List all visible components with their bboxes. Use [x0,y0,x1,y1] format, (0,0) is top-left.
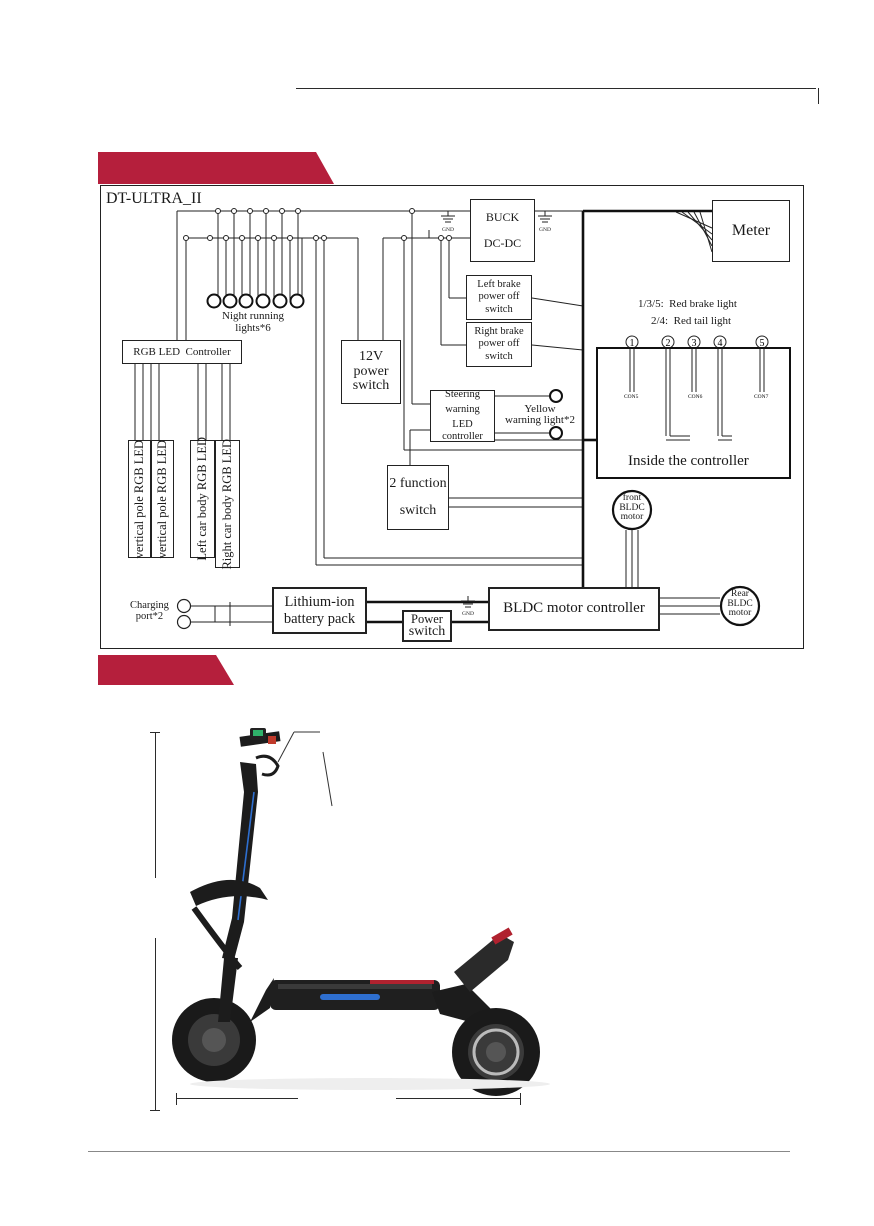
meter-label: Meter [731,221,771,239]
callout-lines [278,732,332,806]
brake-light-note: 1/3/5: Red brake light [638,298,737,310]
yellow-line-1: Yellow [524,403,556,415]
gnd-label-1: GND [442,227,454,233]
rgb-strip-1-label: vertical pole RGB LED [132,439,147,559]
rgb-strip-1 [128,440,151,558]
steering-warning-controller [430,390,495,442]
front-motor-label [613,494,651,523]
pin-2: 2 [665,338,671,349]
scooter-deck [250,978,440,1022]
bldc-motor-controller [488,587,660,631]
dcdc-label: DC-DC [483,235,522,250]
power-switch-line-2: switch [408,624,446,640]
rear-motor-line-3: motor [728,608,752,618]
two-function-switch [387,465,449,530]
battery-line-1: Lithium-ion [284,593,355,610]
yellow-warning-label [505,404,575,426]
right-brake-switch [466,322,532,367]
steering-line-3: LED controller [442,419,483,443]
con7-label: CON7 [754,394,769,400]
power-switch-line-1: Power [411,611,443,626]
height-dim-tick-bottom [150,1110,160,1111]
charging-port-label [130,600,169,622]
night-lights-line-1: Night running [222,310,285,322]
rgb-strip-4-label: Right car body RGB LED [220,438,235,570]
rear-motor-line-1: Rear [731,589,749,599]
con5-label: CON5 [624,394,639,400]
night-lights-line-2: lights*6 [235,321,271,334]
rgb-strip-2-label: vertical pole RGB LED [155,439,170,559]
gnd-label-3: GND [462,611,474,617]
rgb-strip-3-label: Left car body RGB LED [195,437,210,561]
battery-pack [272,587,367,634]
front-wheel [172,880,268,1082]
diagram-title: DT-ULTRA_II [106,190,202,207]
rgb-strip-4 [215,440,240,568]
rgb-led-controller [122,340,242,364]
power-12v-line-3: switch [352,378,390,394]
battery-line-2: battery pack [283,610,356,627]
left-brake-line-1: Left brake [477,279,521,291]
rgb-strip-3 [190,437,215,561]
left-brake-line-2: power off [478,291,520,303]
inside-controller-label: Inside the controller [628,453,749,469]
height-dim-gap [150,878,162,938]
pin-4: 4 [717,338,723,349]
gnd-label-2: GND [539,227,551,233]
main-power-switch [402,610,452,642]
front-motor-line-1: front [622,493,642,503]
front-motor-line-2: BLDC [619,502,645,513]
right-brake-line-2: power off [478,338,520,350]
front-motor-line-3: motor [620,512,644,522]
charging-line-2: port*2 [135,611,164,623]
rear-motor-line-2: BLDC [727,598,753,609]
buck-label: BUCK [485,209,520,224]
pin-3: 3 [691,338,697,349]
tail-light-note: 2/4: Red tail light [651,315,732,327]
right-brake-line-3: switch [485,350,513,362]
steering-line-2: warning [445,403,480,415]
two-function-line-2: switch [399,502,437,518]
rgb-strip-2 [151,440,174,558]
footer-rule [88,1151,790,1152]
con6-label: CON6 [688,394,703,400]
rgb-controller-label: RGB LED Controller [133,345,231,358]
power-12v-switch [341,340,401,404]
right-brake-line-1: Right brake [474,326,524,338]
charging-line-1: Charging [130,600,169,611]
pin-1: 1 [629,338,635,349]
scooter-image [170,722,550,1102]
left-brake-switch [466,275,532,320]
power-12v-line-2: power [353,363,389,379]
night-lights-label [222,311,284,334]
rear-motor-label [721,590,759,619]
buck-converter [470,199,535,262]
steering-line-1: Steering [445,388,480,400]
power-12v-line-1: 12V [358,348,384,364]
yellow-line-2: warning light*2 [505,414,575,426]
scooter-stem [222,728,281,960]
two-function-line-1: 2 function [389,476,447,492]
meter-box [712,200,790,262]
bldc-controller-label: BLDC motor controller [503,600,645,617]
left-brake-line-3: switch [485,303,513,315]
pin-5: 5 [759,338,765,349]
height-dim-tick-top [150,732,160,733]
ground-shadow [190,1078,550,1090]
